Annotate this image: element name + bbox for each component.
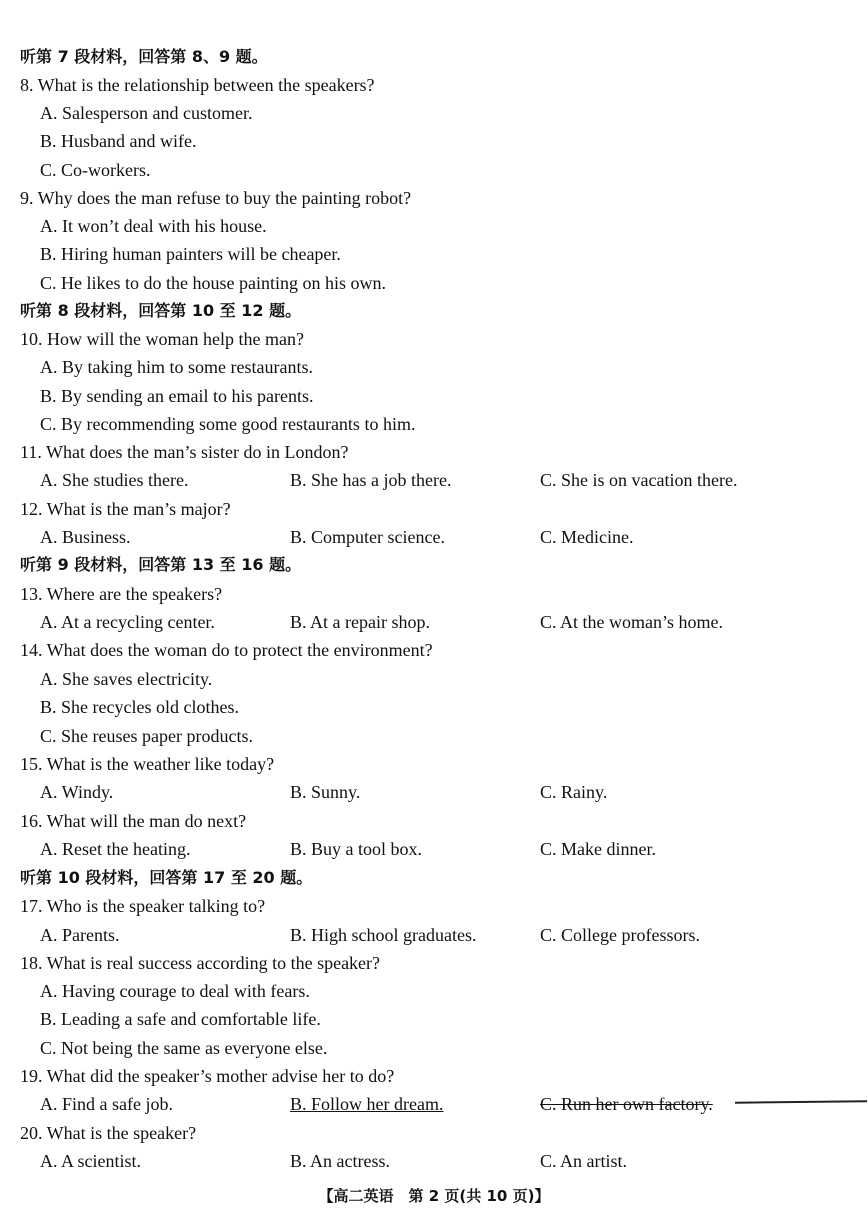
q19-options: [0, 1093, 868, 1115]
question-11: 11. What does the man’s sister do in London?: [20, 442, 349, 462]
q17-options: [0, 924, 868, 946]
q11-options: [0, 469, 868, 491]
question-20: 20. What is the speaker?: [20, 1123, 197, 1143]
q9-option-a: A. It won’t deal with his house.: [40, 216, 267, 236]
q20-option-a: A. A scientist.: [40, 1151, 142, 1171]
q11-option-b: B. She has a job there.: [290, 470, 452, 490]
q12-option-b: B. Computer science.: [290, 527, 445, 547]
q9-option-c: C. He likes to do the house painting on his own.: [40, 273, 386, 293]
q19-option-c: C. Run her own factory.: [540, 1094, 713, 1114]
question-9: 9. Why does the man refuse to buy the painting robot?: [20, 188, 412, 208]
q8-option-a: A. Salesperson and customer.: [40, 103, 253, 123]
q20-option-c: C. An artist.: [540, 1151, 628, 1171]
q18-option-c: C. Not being the same as everyone else.: [40, 1038, 328, 1058]
q17-option-c: C. College professors.: [540, 925, 700, 945]
q15-options: [0, 781, 868, 803]
question-18: 18. What is real success according to the speaker?: [20, 953, 381, 973]
q17-option-b: B. High school graduates.: [290, 925, 477, 945]
q14-option-a: A. She saves electricity.: [40, 669, 213, 689]
q16-option-a: A. Reset the heating.: [40, 839, 191, 859]
q16-option-b: B. Buy a tool box.: [290, 839, 423, 859]
question-17: 17. Who is the speaker talking to?: [20, 896, 266, 916]
question-19: 19. What did the speaker’s mother advise her to do?: [20, 1066, 395, 1086]
q13-option-a: A. At a recycling center.: [40, 612, 215, 632]
q20-option-b: B. An actress.: [290, 1151, 390, 1171]
q12-option-c: C. Medicine.: [540, 527, 634, 547]
q14-option-c: C. She reuses paper products.: [40, 726, 253, 746]
q10-option-c: C. By recommending some good restaurants to him.: [40, 414, 416, 434]
q19-option-b: B. Follow her dream.: [290, 1094, 444, 1114]
q14-option-b: B. She recycles old clothes.: [40, 697, 239, 717]
q12-option-a: A. Business.: [40, 527, 131, 547]
question-10: 10. How will the woman help the man?: [20, 329, 304, 349]
q9-option-b: B. Hiring human painters will be cheaper.: [40, 244, 341, 264]
q15-option-c: C. Rainy.: [540, 782, 608, 802]
q18-option-a: A. Having courage to deal with fears.: [40, 981, 310, 1001]
q19-option-a: A. Find a safe job.: [40, 1094, 173, 1114]
section-7-heading: 听第 7 段材料，回答第 8、9 题。: [20, 47, 268, 66]
question-13: 13. Where are the speakers?: [20, 584, 223, 604]
q10-option-a: A. By taking him to some restaurants.: [40, 357, 313, 377]
q15-option-b: B. Sunny.: [290, 782, 361, 802]
q18-option-b: B. Leading a safe and comfortable life.: [40, 1009, 321, 1029]
q8-option-b: B. Husband and wife.: [40, 131, 197, 151]
question-15: 15. What is the weather like today?: [20, 754, 275, 774]
question-8: 8. What is the relationship between the speakers?: [20, 75, 375, 95]
q15-option-a: A. Windy.: [40, 782, 114, 802]
q13-option-b: B. At a repair shop.: [290, 612, 430, 632]
q11-option-c: C. She is on vacation there.: [540, 470, 738, 490]
section-9-heading: 听第 9 段材料，回答第 13 至 16 题。: [20, 555, 302, 574]
q12-options: [0, 526, 868, 548]
question-16: 16. What will the man do next?: [20, 811, 247, 831]
q20-options: [0, 1150, 868, 1172]
question-14: 14. What does the woman do to protect the environment?: [20, 640, 433, 660]
q16-option-c: C. Make dinner.: [540, 839, 656, 859]
q10-option-b: B. By sending an email to his parents.: [40, 386, 314, 406]
q16-options: [0, 838, 868, 860]
question-12: 12. What is the man’s major?: [20, 499, 231, 519]
q13-options: [0, 611, 868, 633]
q11-option-a: A. She studies there.: [40, 470, 189, 490]
q17-option-a: A. Parents.: [40, 925, 120, 945]
section-8-heading: 听第 8 段材料，回答第 10 至 12 题。: [20, 301, 302, 320]
q8-option-c: C. Co-workers.: [40, 160, 151, 180]
page-footer: 【高二英语 第 2 页(共 10 页)】: [318, 1187, 550, 1205]
section-10-heading: 听第 10 段材料，回答第 17 至 20 题。: [20, 868, 313, 887]
q13-option-c: C. At the woman’s home.: [540, 612, 723, 632]
